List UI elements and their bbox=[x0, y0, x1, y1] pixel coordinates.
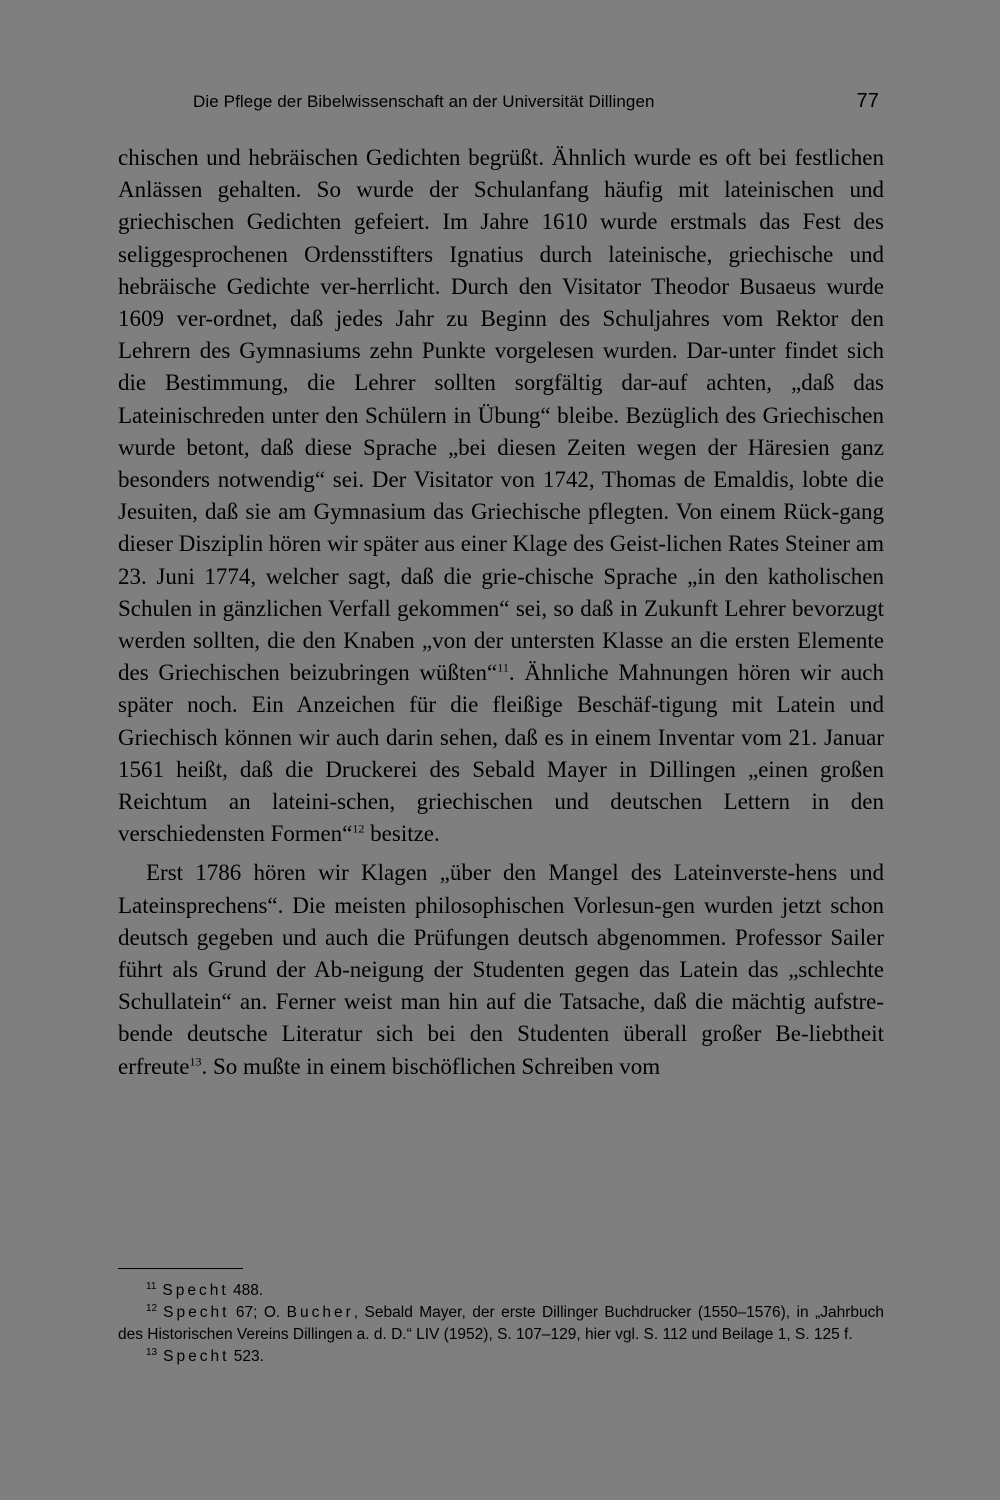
footnote-author-2: Bucher bbox=[286, 1304, 354, 1321]
running-title: Die Pflege der Bibelwissenschaft an der Universität Dillingen bbox=[193, 92, 655, 111]
running-header bbox=[193, 90, 883, 118]
paragraph-2-text-b: . So mußte in einem bischöflichen Schreiben vom bbox=[201, 1053, 661, 1079]
footnote-text: 488. bbox=[232, 1282, 264, 1299]
footnote-author: Specht bbox=[163, 1348, 230, 1365]
footnote-text: 67; O. bbox=[235, 1304, 281, 1321]
footnote-13 bbox=[118, 1346, 884, 1368]
footnote-11 bbox=[118, 1280, 884, 1302]
footnotes bbox=[118, 1280, 884, 1368]
paragraph-1-text-c: besitze. bbox=[364, 821, 440, 847]
page-number: 77 bbox=[856, 90, 879, 112]
footnote-ref-11: 11 bbox=[497, 660, 509, 675]
footnote-mark: 11 bbox=[146, 1280, 157, 1292]
footnote-12 bbox=[118, 1302, 884, 1346]
paragraph-1-text-b: . Ähnliche Mahnungen hören wir auch später noch. Ein Anzeichen für die fleißige Beschäf-tigung mit Latein und Griechisch können wir auch darin sehen, daß es in einem Inventar vom 21. Januar 1561 heißt, daß die Druckerei des Sebald Mayer in Dillingen „einen großen Reichtum an lateini-schen, griechischen und deutschen Lettern in den verschiedensten Formen“ bbox=[118, 660, 884, 847]
footnote-ref-12: 12 bbox=[352, 821, 365, 836]
footnote-ref-13: 13 bbox=[189, 1054, 202, 1069]
footnote-mark: 12 bbox=[146, 1302, 158, 1314]
footnote-text-2: , Sebald Mayer, der erste Dillinger Buchdrucker (1550–1576), in „Jahrbuch des Historischen Vereins Dillingen a. d. D.“ LIV (1952), S. 107–129, hier vgl. S. 112 und Beilage 1, S. 125 f. bbox=[118, 1304, 884, 1343]
footnote-author: Specht bbox=[162, 1282, 229, 1299]
paragraph-2-text-a: Erst 1786 hören wir Klagen „über den Mangel des Lateinverste-hens und Lateinsprechens“. Die meisten philosophischen Vorlesun-gen wurden jetzt schon deutsch gegeben und auch die Prüfungen deutsch abgenommen. Professor Sailer führt als Grund der Ab-neigung der Studenten gegen das Latein das „schlechte Schullatein“ an. Ferner weist man hin auf die Tatsache, daß die mächtig aufstre-bende deutsche Literatur sich bei den Studenten überall großer Be-liebtheit erfreute bbox=[118, 860, 884, 1079]
paragraph-1-text-a: chischen und hebräischen Gedichten begrüßt. Ähnlich wurde es oft bei festlichen Anlässen gehalten. So wurde der Schulanfang häufig mit lateinischen und griechischen Gedichten gefeiert. Im Jahre 1610 wurde erstmals das Fest des seliggesprochenen Ordensstifters Ignatius durch lateinische, griechische und hebräische Gedichte ver-herrlicht. Durch den Visitator Theodor Busaeus wurde 1609 ver-ordnet, daß jedes Jahr zu Beginn des Schuljahres vom Rektor den Lehrern des Gymnasiums zehn Punkte vorgelesen wurden. Dar-unter findet sich die Bestimmung, die Lehrer sollten sorgfältig dar-auf achten, „daß das Lateinischreden unter den Schülern in Übung“ bleibe. Bezüglich des Griechischen wurde betont, daß diese Sprache „bei diesen Zeiten wegen der Häresien ganz besonders notwendig“ sei. Der Visitator von 1742, Thomas de Emaldis, lobte die Jesuiten, daß sie am Gymnasium das Griechische pflegten. Von einem Rück-gang dieser Disziplin hören wir später aus einer Klage des Geist-lichen Rates Steiner am 23. Juni 1774, welcher sagt, daß die grie-chische Sprache „in den katholischen Schulen in gänzlichen Verfall gekommen“ sei, so daß in Zukunft Lehrer bevorzugt werden sollten, die den Knaben „von der untersten Klasse an die ersten Elemente des Griechischen beizubringen wüßten“ bbox=[118, 145, 884, 686]
footnote-author: Specht bbox=[163, 1304, 230, 1321]
footnote-mark: 13 bbox=[146, 1346, 158, 1358]
footnote-divider bbox=[118, 1268, 243, 1269]
footnote-text: 523. bbox=[233, 1348, 264, 1365]
body-text bbox=[118, 142, 884, 1083]
paragraph-1 bbox=[118, 142, 884, 850]
paragraph-2 bbox=[118, 857, 884, 1082]
